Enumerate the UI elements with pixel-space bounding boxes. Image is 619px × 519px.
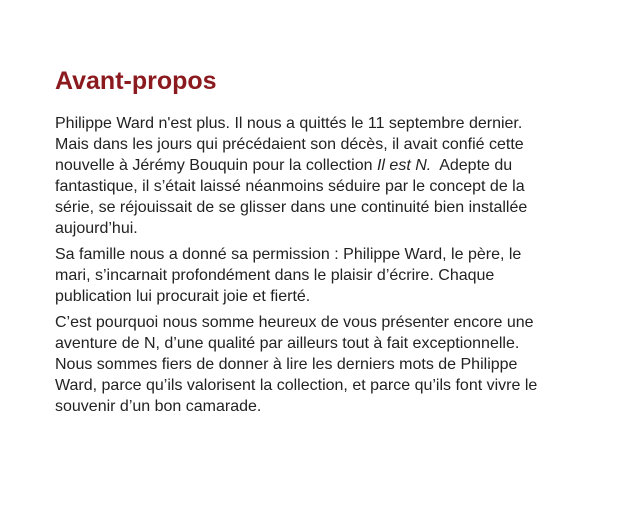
paragraph-line xyxy=(55,312,581,333)
text-segment: publication lui procurait joie et fierté. xyxy=(55,288,311,305)
paragraph xyxy=(55,113,581,239)
text-segment: Philippe Ward n'est plus. Il nous a quittés le 11 septembre dernier. xyxy=(55,115,523,132)
text-segment: Sa famille nous a donné sa permission : Philippe Ward, le père, le xyxy=(55,246,522,263)
text-segment: nouvelle à Jérémy Bouquin pour la collection xyxy=(55,157,377,174)
page-title: Avant-propos xyxy=(55,67,217,95)
italic-text: Il est N. xyxy=(376,157,432,174)
text-segment: Mais dans les jours qui précédaient son décès, il avait confié cette xyxy=(55,136,524,153)
paragraph-line xyxy=(55,244,581,265)
text-segment: souvenir d’un bon camarade. xyxy=(55,398,262,415)
text-segment: aujourd’hui. xyxy=(55,220,138,237)
paragraph-line xyxy=(55,286,581,307)
paragraph-line xyxy=(55,155,581,176)
paragraph-line xyxy=(55,396,581,417)
paragraph-line xyxy=(55,176,581,197)
paragraph-line xyxy=(55,197,581,218)
text-segment: Adepte du xyxy=(431,157,513,174)
text-segment: aventure de N, d’une qualité par ailleurs tout à fait exceptionnelle. xyxy=(55,335,520,352)
paragraph-line xyxy=(55,218,581,239)
document-body xyxy=(55,113,581,417)
text-segment: Ward, parce qu’ils valorisent la collection, et parce qu’ils font vivre le xyxy=(55,377,538,394)
text-segment: Nous sommes fiers de donner à lire les derniers mots de Philippe xyxy=(55,356,518,373)
paragraph xyxy=(55,312,581,417)
paragraph xyxy=(55,244,581,307)
paragraph-line xyxy=(55,354,581,375)
paragraph-line xyxy=(55,375,581,396)
paragraph-line xyxy=(55,134,581,155)
text-segment: fantastique, il s’était laissé néanmoins séduire par le concept de la xyxy=(55,178,525,195)
text-segment: série, se réjouissait de se glisser dans une continuité bien installée xyxy=(55,199,528,216)
paragraph-line xyxy=(55,113,581,134)
paragraph-line xyxy=(55,265,581,286)
paragraph-line xyxy=(55,333,581,354)
text-segment: C’est pourquoi nous somme heureux de vous présenter encore une xyxy=(55,314,534,331)
text-segment: mari, s’incarnait profondément dans le plaisir d’écrire. Chaque xyxy=(55,267,495,284)
